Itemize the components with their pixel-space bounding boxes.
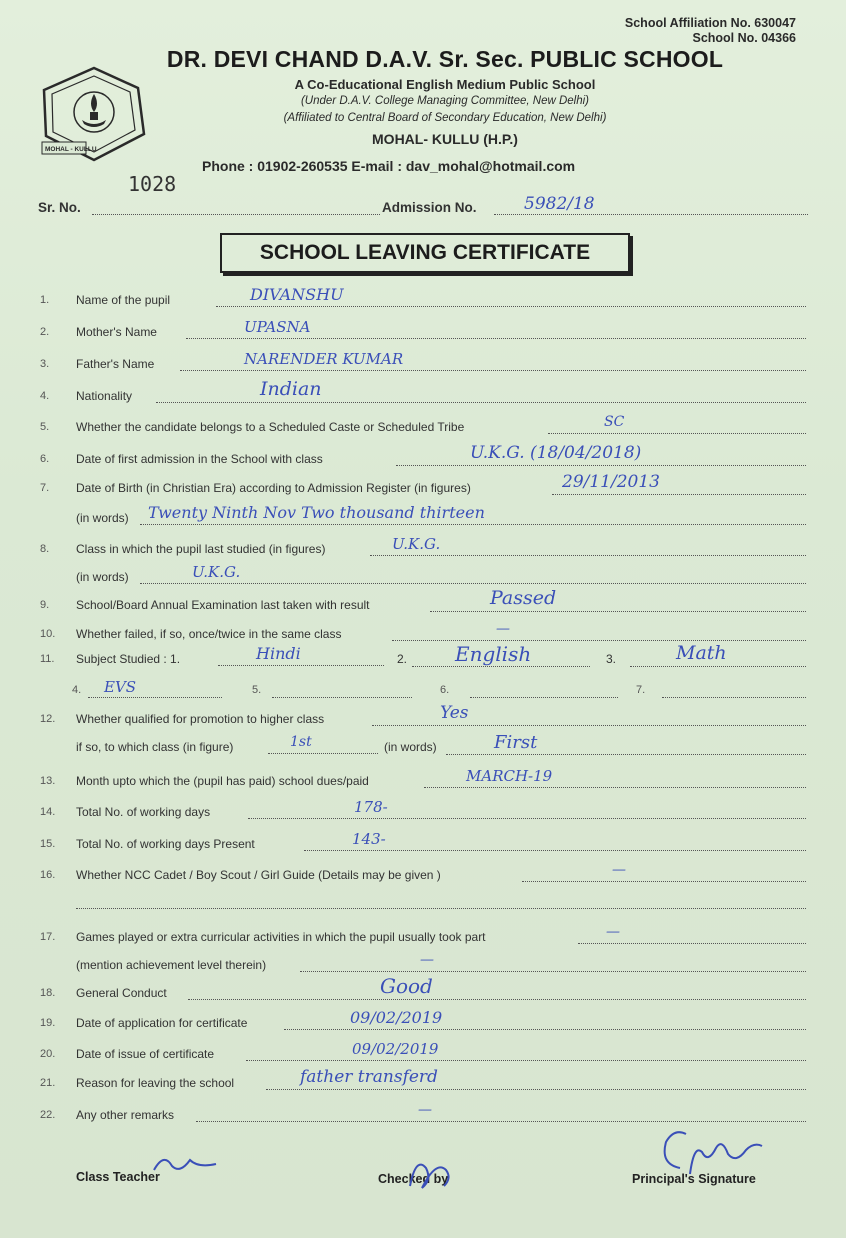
field-number: 3.: [40, 358, 50, 370]
field-line: [196, 1121, 806, 1122]
managing-committee: (Under D.A.V. College Managing Committee, New Delhi): [300, 95, 590, 107]
promotion-in-words-value: First: [494, 732, 538, 753]
field-label: Class in which the pupil last studied (in figures): [76, 542, 326, 556]
field-number: 20.: [40, 1048, 56, 1060]
field-value: MARCH-19: [466, 767, 553, 785]
field-label: Whether failed, if so, once/twice in the same class: [76, 627, 342, 641]
field-number: 1.: [40, 294, 50, 306]
field-label: Father's Name: [76, 357, 155, 371]
field-label: Mother's Name: [76, 325, 157, 339]
field-number: 21.: [40, 1077, 56, 1089]
field-value: —: [420, 952, 434, 968]
field-number: 13.: [40, 775, 56, 787]
field-value: 09/02/2019: [350, 1008, 443, 1027]
admission-number-value: 5982/18: [524, 194, 595, 214]
checked-by-label: Checked by: [378, 1172, 449, 1186]
checked-by-signature-icon: [400, 1150, 460, 1194]
field-label: Total No. of working days Present: [76, 837, 255, 851]
school-tagline: A Co-Educational English Medium Public School: [294, 77, 596, 92]
school-number: School No. 04366: [692, 31, 796, 45]
subject-4-number: 4.: [72, 684, 82, 696]
field-line: [140, 583, 806, 584]
field-line: [548, 433, 806, 434]
contact-line: Phone : 01902-260535 E-mail : dav_mohal@hotmail.com: [202, 158, 576, 174]
subject-3-line: [630, 666, 806, 667]
field-label: Subject Studied : 1.: [76, 652, 181, 666]
subject-6-number: 6.: [440, 684, 450, 696]
field-label: (in words): [76, 511, 129, 525]
field-label: Total No. of working days: [76, 805, 211, 819]
field-line: [268, 753, 378, 754]
promotion-in-words-line: [446, 754, 806, 755]
field-value: Good: [380, 974, 433, 998]
field-label: Date of application for certificate: [76, 1016, 248, 1030]
class-teacher-label: Class Teacher: [76, 1170, 160, 1184]
principal-signature-label: Principal's Signature: [632, 1172, 756, 1186]
field-line: [522, 881, 806, 882]
subject-6-line: [470, 697, 618, 698]
field-label: Whether qualified for promotion to higher class: [76, 712, 325, 726]
affiliation-number: School Affiliation No. 630047: [624, 16, 796, 30]
certificate-title: SCHOOL LEAVING CERTIFICATE: [220, 233, 630, 273]
subject-4-line: [88, 697, 222, 698]
field-label: (mention achievement level therein): [76, 958, 267, 972]
field-line: [578, 943, 806, 944]
field-value: —: [606, 924, 620, 940]
field-label: General Conduct: [76, 986, 167, 1000]
affiliation-board: (Affiliated to Central Board of Secondary Education, New Delhi): [283, 112, 607, 124]
class-teacher-signature-icon: [150, 1148, 220, 1178]
subject-2-value: English: [455, 642, 532, 666]
field-value: Hindi: [256, 644, 301, 663]
field-line: [372, 725, 806, 726]
field-number: 7.: [40, 482, 50, 494]
field-number: 19.: [40, 1017, 56, 1029]
field-line: [396, 465, 806, 466]
school-location: MOHAL- KULLU (H.P.): [372, 131, 518, 147]
field-value: Yes: [440, 703, 469, 723]
serial-number-line: [92, 214, 380, 215]
field-line: [284, 1029, 806, 1030]
field-value: —: [418, 1102, 432, 1118]
field-label: Nationality: [76, 389, 133, 403]
affiliation-block: [625, 16, 796, 46]
field-value: 1st: [290, 734, 312, 750]
field-line: [430, 611, 806, 612]
field-number: 4.: [40, 390, 50, 402]
subject-7-line: [662, 697, 806, 698]
field-value: —: [496, 621, 510, 637]
field-number: 9.: [40, 599, 50, 611]
field-value: DIVANSHU: [250, 285, 344, 304]
subject-5-line: [272, 697, 412, 698]
subject-2-number: 2.: [397, 652, 408, 666]
field-value: NARENDER KUMAR: [244, 350, 404, 368]
field-number: 11.: [40, 653, 55, 665]
field-label: Date of first admission in the School with class: [76, 452, 323, 466]
field-value: U.K.G.: [192, 563, 241, 581]
subject-3-number: 3.: [606, 652, 617, 666]
serial-number-value: 1028: [128, 172, 177, 196]
promotion-in-words-label: (in words): [384, 740, 437, 754]
field-line: [370, 555, 806, 556]
field-number: 15.: [40, 838, 56, 850]
field-label: Month upto which the (pupil has paid) school dues/paid: [76, 774, 369, 788]
field-value: —: [612, 862, 626, 878]
field-label: School/Board Annual Examination last taken with result: [76, 598, 370, 612]
school-name: DR. DEVI CHAND D.A.V. Sr. Sec. PUBLIC SCHOOL: [166, 46, 724, 72]
field-line: [188, 999, 806, 1000]
field-number: 17.: [40, 931, 56, 943]
field-value: Passed: [490, 587, 557, 609]
field-line: [216, 306, 806, 307]
field-label: Games played or extra curricular activities in which the pupil usually took part: [76, 930, 486, 944]
field-value: SC: [604, 414, 625, 430]
subject-2-line: [412, 666, 590, 667]
field-label: if so, to which class (in figure): [76, 740, 234, 754]
field-value: Indian: [260, 378, 322, 400]
field-line: [248, 818, 806, 819]
field-number: 5.: [40, 421, 50, 433]
logo-caption: MOHAL - KULLU: [45, 146, 97, 153]
field-value: 29/11/2013: [562, 472, 660, 492]
subject-5-number: 5.: [252, 684, 262, 696]
field-number: 14.: [40, 806, 56, 818]
field-value: 09/02/2019: [352, 1040, 439, 1058]
subject-7-number: 7.: [636, 684, 646, 696]
field-number: 6.: [40, 453, 50, 465]
field-label: Date of issue of certificate: [76, 1047, 215, 1061]
ncc-details-line: [76, 908, 806, 909]
field-value: 143-: [352, 830, 386, 848]
field-label: Reason for leaving the school: [76, 1076, 235, 1090]
field-number: 8.: [40, 543, 50, 555]
field-value: UPASNA: [244, 318, 311, 336]
field-line: [186, 338, 806, 339]
field-line: [392, 640, 806, 641]
field-line: [218, 665, 384, 666]
field-number: 22.: [40, 1109, 56, 1121]
field-number: 18.: [40, 987, 56, 999]
field-value: Twenty Ninth Nov Two thousand thirteen: [148, 503, 485, 522]
field-line: [424, 787, 806, 788]
field-line: [266, 1089, 806, 1090]
admission-number-line: [494, 214, 808, 215]
field-label: Date of Birth (in Christian Era) according to Admission Register (in figures): [76, 481, 471, 495]
field-number: 10.: [40, 628, 56, 640]
field-line: [300, 971, 806, 972]
field-label: Name of the pupil: [76, 293, 171, 307]
field-number: 12.: [40, 713, 56, 725]
field-line: [156, 402, 806, 403]
principal-signature-icon: [650, 1124, 780, 1180]
field-label: Any other remarks: [76, 1108, 175, 1122]
field-line: [246, 1060, 806, 1061]
field-line: [304, 850, 806, 851]
serial-number-label: Sr. No.: [38, 200, 81, 215]
field-line: [180, 370, 806, 371]
school-logo-icon: [38, 64, 150, 164]
field-line: [552, 494, 806, 495]
field-value: 178-: [354, 798, 388, 816]
field-number: 16.: [40, 869, 56, 881]
field-value: U.K.G.: [392, 535, 441, 553]
admission-number-label: Admission No.: [382, 200, 477, 215]
field-value: father transferd: [300, 1067, 438, 1087]
field-number: 2.: [40, 326, 50, 338]
field-label: Whether the candidate belongs to a Scheduled Caste or Scheduled Tribe: [76, 420, 465, 434]
field-label: (in words): [76, 570, 129, 584]
subject-4-value: EVS: [104, 678, 137, 696]
subject-3-value: Math: [676, 642, 727, 664]
field-value: U.K.G. (18/04/2018): [470, 443, 642, 463]
field-label: Whether NCC Cadet / Boy Scout / Girl Guide (Details may be given ): [76, 868, 441, 882]
field-line: [140, 524, 806, 525]
